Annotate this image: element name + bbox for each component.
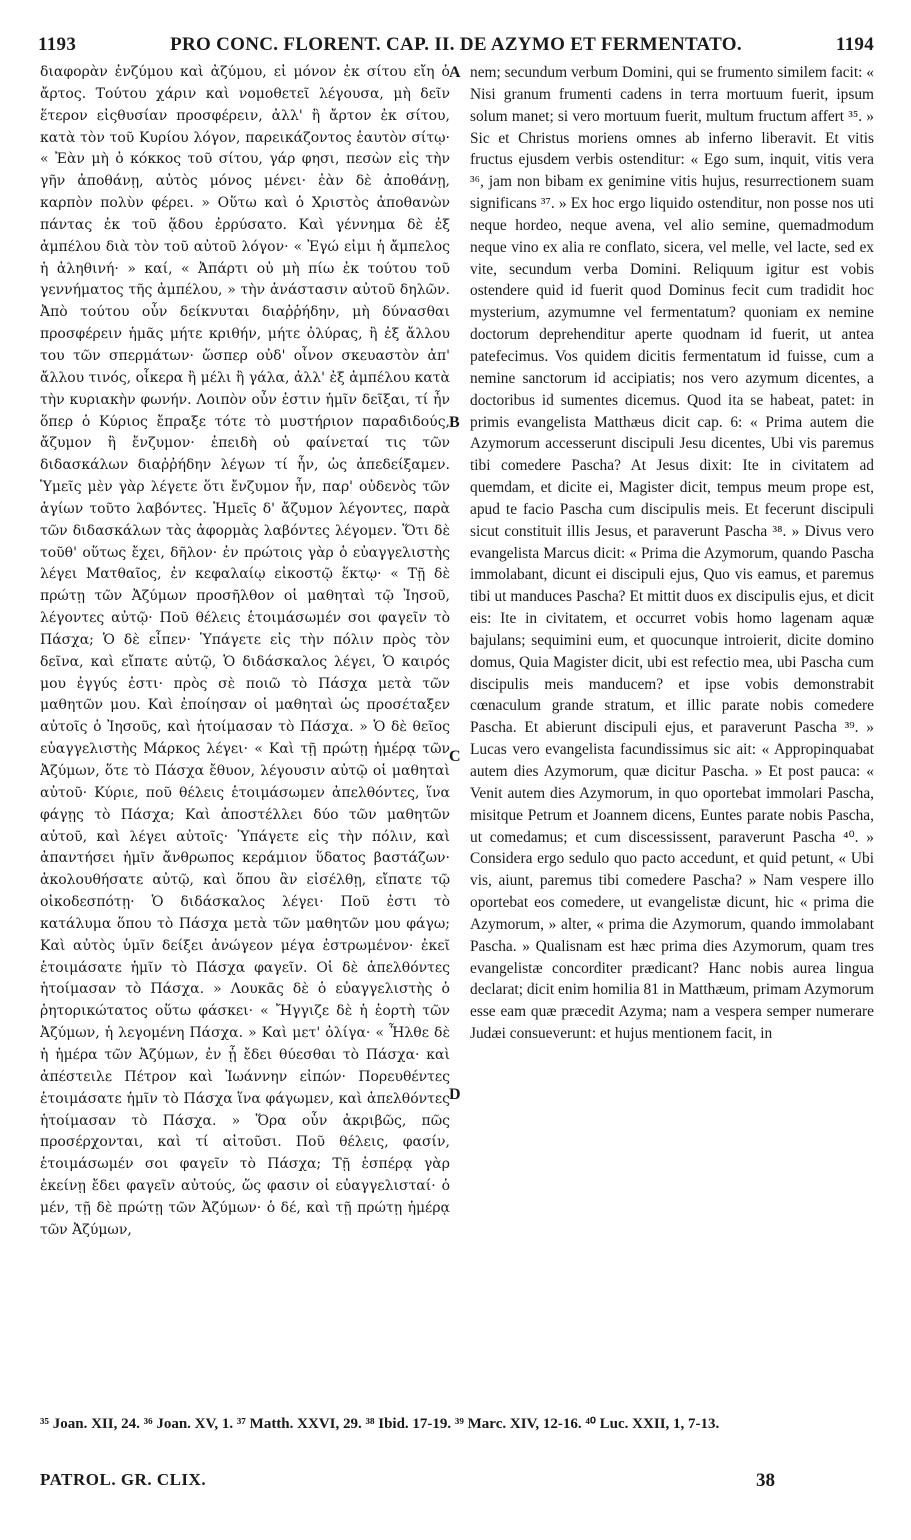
- latin-text: nem; secundum verbum Domini, qui se frumento similem facit: « Nisi granum frumenti cadens in terra mortuum fuerit, ipsum solum manet; si vero mortuum fuerit, multum fructum affert ³⁵. » Sic et Christus moriens omnes ab inferno liberavit. Et vitis fructus ejusdem verbis ostenditur: « Ego sum, inquit, vitis vera ³⁶, jam non bibam ex genimine vitis hujus, resurrectionem suam significans ³⁷. » Ex hoc ergo liquido ostenditur, non posse nos uti neque hordeo, neque avena, vel alio semine, quemadmodum neque vino ex alia re conflato, sicera, vel melle, vel lacte, sed ex vite, secundum verba Domini. Reliquum igitur est vobis ostendere quid id fuerit quod Dominus fecit cum tradidit hoc mysterium, azymumne vel fermentatum? quoniam ex nemine doctorum deprehenditur aperte quodnam id fuerit, ut antea patefecimus. Vos quidem dicitis fermentatum id fuisse, cum a nemine sanctorum id accipiatis; nos vero azymum dicentes, a doctoribus id sumentes dicemus. Quod ita se habeat, patet: in primis evangelista Matthæus dicit cap. 6: « Prima autem die Azymorum accesserunt discipuli Jesu dicentes, Ubi vis paremus tibi comedere Pascha? At Jesus dixit: Ite in civitatem ad quemdam, et dicite ei, Magister dicit, tempus meum prope est, apud te facio Pascha cum discipulis meis. Et fecerunt discipuli sicut constituit illis Jesus, et paraverunt Pascha ³⁸. » Divus vero evangelista Marcus dicit: « Prima die Azymorum, quando Pascha immolabant, dicunt ei discipuli ejus, Quo vis eamus, et paremus tibi ut manduces Pascha? Et mittit duos ex discipulis ejus, et dicit eis: Ite in civitatem, et occurret vobis homo lagenam aquæ bajulans; sequimini eum, et quocunque introierit, dicite domino domus, Quia Magister dicit, ubi est refectio mea, ubi Pascha cum discipulis meis manducem? et ipse vobis demonstrabit cœnaculum grande stratum, et illic parate nobis comedere Pascha. Et abierunt discipuli ejus, et paraverunt Pascha ³⁹. » Lucas vero evangelista facundissimus sic ait: « Appropinquabat autem dies Azymorum, quæ dicitur Pascha. » Et post pauca: « Venit autem dies Azymorum, in quo oportebat immolari Pascha, misitque Petrum et Joannem dicens, Euntes parate nobis Pascha, ut comedamus; et cum discessissent, paraverunt Pascha ⁴⁰. » Considera ergo sedulo quo pacto accedunt, et quid petunt, « Ubi vis, aiunt, paremus tibi comedere Pascha? » Nam vespere illo oportebat eos comedere, ut evangelistæ dicunt, hic « prima die Azymorum, » alter, « prima die Azymorum, quando immolabant Pascha. » Qualisnam est hæc prima dies Azymorum, quam tres evangelistæ concorditer prædicant? Hanc nobis aurea lingua declarat; dicit enim homilia 81 in Matthæum, primam Azymorum esse eam quæ præcedit Azyma; nam a vespera semper numerare Judæi consueverunt: et hujus mentionem facit, in: [470, 64, 874, 1043]
- running-title: PRO CONC. FLORENT. CAP. II. DE AZYMO ET FERMENTATO.: [170, 34, 742, 55]
- running-header: [38, 30, 874, 60]
- footer-signature: PATROL. GR. CLIX.: [40, 1470, 207, 1489]
- footer-sheet-number: 38: [756, 1470, 775, 1491]
- greek-column: [40, 62, 450, 1407]
- page-number-left: 1193: [38, 34, 77, 55]
- page-number-right: 1194: [835, 34, 874, 55]
- section-marker-a: A: [449, 64, 461, 81]
- footnotes: ³⁵ Joan. XII, 24. ³⁶ Joan. XV, 1. ³⁷ Matth. XXVI, 29. ³⁸ Ibid. 17-19. ³⁹ Marc. XIV, 12-16. ⁴⁰ Luc. XXII, 1, 7-13.: [40, 1416, 720, 1432]
- greek-text: διαφορὰν ἐνζύμου καὶ ἀζύμου, εἰ μόνον ἐκ σίτου εἴη ὁ ἄρτος. Τούτου χάριν καὶ νομοθετεῖ λέγουσα, μὴ δεῖν ἕτερον εἰςθυσίαν προσφέρειν, ἀλλ' ἢ ἄρτον ἐκ σίτου, κατὰ τὸν τοῦ Κυρίου λόγον, παρεικάζοντος ἑαυτὸν σίτῳ· « Ἐὰν μὴ ὁ κόκκος τοῦ σίτου, γάρ φησι, πεσὼν εἰς τὴν γῆν ἀποθάνῃ, αὐτὸς μόνος μένει· ἐὰν δὲ ἀποθάνῃ, καρπὸν πολὺν φέρει. » Οὕτω καὶ ὁ Χριστὸς ἀποθανὼν πάντας ἐκ τοῦ ᾅδου ἐρρύσατο. Καὶ γέννημα δὲ ἐξ ἀμπέλου διὰ τὸν τοῦ αὐτοῦ λόγον· « Ἐγώ εἰμι ἡ ἄμπελος ἡ ἀληθινή· » καί, « Ἀπάρτι οὐ μὴ πίω ἐκ τούτου τοῦ γεννήματος τῆς ἀμπέλου, » τὴν ἀνάστασιν αὐτοῦ δηλῶν. Ἀπὸ τούτου οὖν δείκνυται διαῤῥήδην, μὴ δύνασθαι προσφέρειν ἡμᾶς μήτε κριθήν, μήτε ὀλύρας, ἢ ἐξ ἄλλου του τῶν σπερμάτων· ὥσπερ οὐδ' οἶνον σκευαστὸν ἀπ' ἄλλου τινός, οἷκερα ἢ μέλι ἢ γάλα, ἀλλ' ἐξ ἀμπέλου κατὰ τὴν κυριακὴν φωνήν. Λοιπὸν οὖν ἐστιν ἡμῖν δεῖξαι, τί ἦν ὅπερ ὁ Κύριος ἔπραξε τότε τὸ μυστήριον παραδιδούς, ἄζυμον ἢ ἔνζυμον· ἐπειδὴ οὐ φαίνεταί τις τῶν διδασκάλων διαῤῥήδην λέγων τί ἦν, ὡς ἀπεδείξαμεν. Ὑμεῖς μὲν γὰρ λέγετε ὅτι ἔνζυμον ἦν, παρ' οὐδενὸς τῶν ἁγίων τοῦτο λαβόντες. Ἡμεῖς δ' ἄζυμον λέγοντες, παρὰ τῶν διδασκάλων τὰς ἀφορμὰς λαβόντες λέγομεν. Ὅτι δὲ τοῦθ' οὕτως ἔχει, δῆλον· ἐν πρώτοις γὰρ ὁ εὐαγγελιστὴς λέγει Ματθαῖος, ἐν κεφαλαίῳ εἰκοστῷ ἕκτῳ· « Τῇ δὲ πρώτῃ τῶν Ἀζύμων προσῆλθον οἱ μαθηταὶ τῷ Ἰησοῦ, λέγοντες αὐτῷ· Ποῦ θέλεις ἑτοιμάσωμέν σοι φαγεῖν τὸ Πάσχα; Ὁ δὲ εἶπεν· Ὑπάγετε εἰς τὴν πόλιν πρὸς τὸν δεῖνα, καὶ εἴπατε αὐτῷ, Ὁ διδάσκαλος λέγει, Ὁ καιρός μου ἐγγύς ἐστι· πρὸς σὲ ποιῶ τὸ Πάσχα μετὰ τῶν μαθητῶν μου. Καὶ ἐποίησαν οἱ μαθηταὶ ὡς προσέταξεν αὐτοῖς ὁ Ἰησοῦς, καὶ ἡτοίμασαν τὸ Πάσχα. » Ὁ δὲ θεῖος εὐαγγελιστὴς Μάρκος λέγει· « Καὶ τῇ πρώτῃ ἡμέρᾳ τῶν Ἀζύμων, ὅτε τὸ Πάσχα ἔθυον, λέγουσιν αὐτῷ οἱ μαθηταὶ αὐτοῦ· Κύριε, ποῦ θέλεις ἑτοιμάσωμεν ἀπελθόντες, ἵνα φάγῃς τὸ Πάσχα; Καὶ ἀποστέλλει δύο τῶν μαθητῶν αὐτοῦ, καὶ λέγει αὐτοῖς· Ὑπάγετε εἰς τὴν πόλιν, καὶ ἀπαντήσει ἡμῖν ἄνθρωπος κεράμιον ὕδατος βαστάζων· ἀκολουθήσατε αὐτῷ, καὶ ὅπου ἂν εἰσέλθῃ, εἴπατε τῷ οἰκοδεσπότῃ· Ὁ διδάσκαλος λέγει· Ποῦ ἐστι τὸ κατάλυμα ὅπου τὸ Πάσχα μετὰ τῶν μαθητῶν μου φάγω; Καὶ αὐτὸς ὑμῖν δείξει ἀνώγεον μέγα ἐστρωμένον· ἐκεῖ ἑτοιμάσατε ἡμῖν τὸ Πάσχα φαγεῖν. Οἱ δὲ ἀπελθόντες ἡτοίμασαν τὸ Πάσχα. » Λουκᾶς δὲ ὁ εὐαγγελιστὴς ὁ ῥητορικώτατος οὕτω φάσκει· « Ἤγγιζε δὲ ἡ ἑορτὴ τῶν Ἀζύμων, ἡ λεγομένη Πάσχα. » Καὶ μετ' ὀλίγα· « Ἦλθε δὲ ἡ ἡμέρα τῶν Ἀζύμων, ἐν ᾗ ἔδει θύεσθαι τὸ Πάσχα· καὶ ἀπέστειλε Πέτρον καὶ Ἰωάννην εἰπών· Πορευθέντες ἑτοιμάσατε ἡμῖν τὸ Πάσχα ἵνα φάγωμεν, καὶ ἀπελθόντες ἡτοίμασαν τὸ Πάσχα. » Ὅρα οὖν ἀκριβῶς, πῶς προσέρχονται, καὶ τί αἰτοῦσι. Ποῦ θέλεις, φασίν, ἑτοιμάσωμέν σοι φαγεῖν τὸ Πάσχα; Τῇ ἑσπέρᾳ γὰρ ἐκείνῃ ἔδει φαγεῖν αὐτούς, ὥς φασιν οἱ εὐαγγελισταί· ὁ μέν, τῇ δὲ πρώτῃ τῶν Ἀζύμων· ὁ δέ, καὶ τῇ πρώτῃ ἡμέρᾳ τῶν Ἀζύμων,: [40, 64, 450, 1238]
- section-marker-d: D: [449, 1086, 461, 1103]
- latin-column: [470, 62, 874, 1407]
- section-marker-c: C: [449, 748, 461, 765]
- section-marker-b: B: [449, 414, 460, 431]
